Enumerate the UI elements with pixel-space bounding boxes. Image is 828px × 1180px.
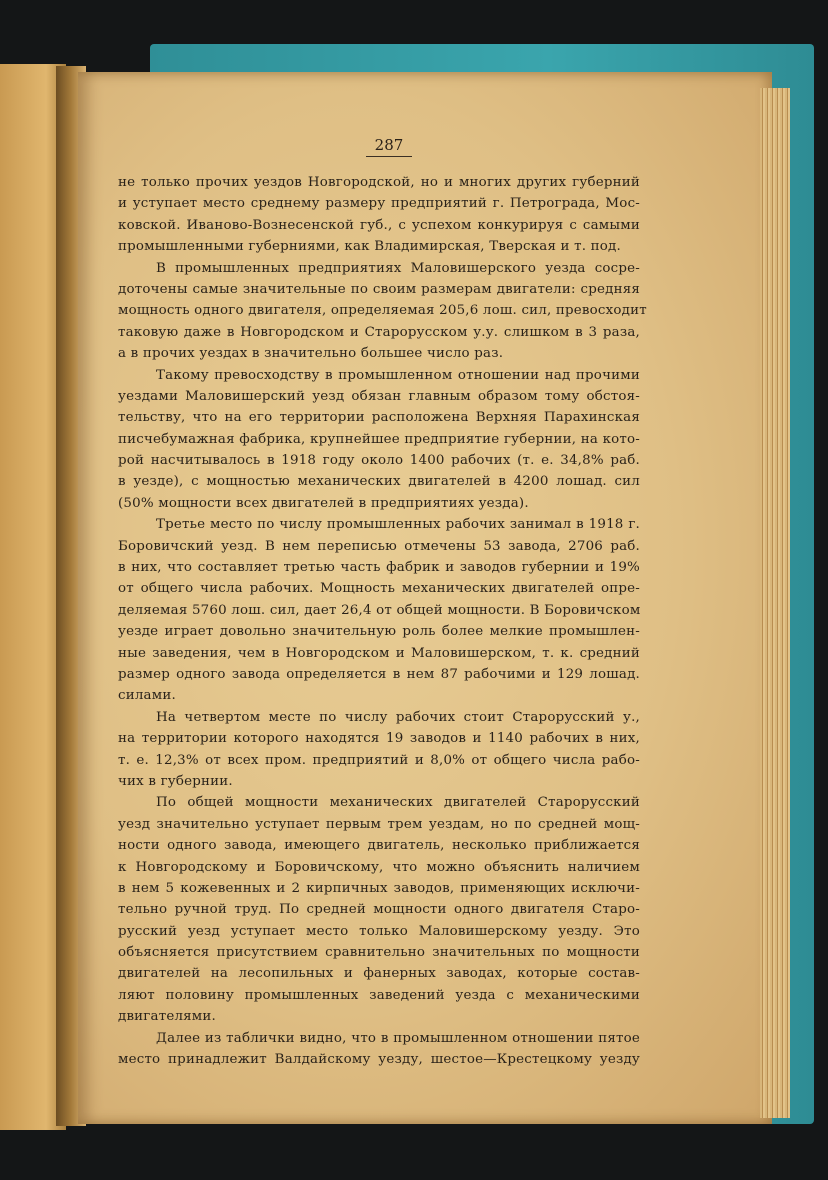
text-line: (50% мощности всех двигателей в предприятиях уезда). bbox=[118, 495, 529, 511]
text-line: чих в губернии. bbox=[118, 773, 233, 789]
text-line: уезде играет довольно значительную роль более мелкие промышлен- bbox=[118, 624, 640, 640]
text-line: ковской. Иваново-Вознесенской губ., с успехом конкурируя с самыми bbox=[118, 217, 640, 233]
text-line: писчебумажная фабрика, крупнейшее предприятие губернии, на кото- bbox=[118, 431, 640, 447]
text-line: т. е. 12,3% от всех пром. предприятий и 8,0% от общего числа рабо- bbox=[118, 752, 640, 768]
text-line: в нем 5 кожевенных и 2 кирпичных заводов, применяющих исключи- bbox=[118, 880, 640, 896]
text-line: Боровичский уезд. В нем переписью отмечены 53 завода, 2706 раб. bbox=[118, 538, 640, 554]
text-line: на территории которого находятся 19 заводов и 1140 рабочих в них, bbox=[118, 731, 640, 747]
text-line: тельству, что на его территории расположена Верхняя Парахинская bbox=[118, 410, 640, 426]
text-line: Третье место по числу промышленных рабочих занимал в 1918 г. bbox=[156, 517, 640, 533]
text-line: двигателей на лесопильных и фанерных заводах, которые состав- bbox=[118, 966, 640, 982]
text-line: доточены самые значительные по своим размерам двигатели: средняя bbox=[118, 281, 640, 297]
text-line: от общего числа рабочих. Мощность механических двигателей опре- bbox=[118, 581, 640, 597]
text-line: таковую даже в Новгородском и Старорусском у.у. слишком в 3 раза, bbox=[118, 324, 640, 340]
text-line: Далее из таблички видно, что в промышленном отношении пятое bbox=[156, 1030, 640, 1046]
page-body-text bbox=[118, 172, 647, 1070]
text-line: уезд значительно уступает первым трем уездам, но по средней мощ- bbox=[118, 816, 640, 832]
text-line: и уступает место среднему размеру предприятий г. Петрограда, Мос- bbox=[118, 196, 640, 212]
text-line: русский уезд уступает место только Маловишерскому уезду. Это bbox=[118, 923, 640, 939]
text-line: На четвертом месте по числу рабочих стоит Старорусский у., bbox=[156, 709, 640, 725]
text-line: деляемая 5760 лош. сил, дает 26,4 от общей мощности. В Боровичском bbox=[118, 602, 641, 618]
page-stack-edges bbox=[760, 88, 790, 1118]
text-line: промышленными губерниями, как Владимирская, Тверская и т. под. bbox=[118, 239, 621, 255]
text-line: В промышленных предприятиях Маловишерского уезда сосре- bbox=[156, 260, 640, 276]
text-line: Такому превосходству в промышленном отношении над прочими bbox=[156, 367, 640, 383]
text-line: тельно ручной труд. По средней мощности одного двигателя Старо- bbox=[118, 902, 640, 918]
text-line: силами. bbox=[118, 688, 176, 704]
text-line: ляют половину промышленных заведений уезда с механическими bbox=[118, 987, 640, 1003]
text-line: двигателями. bbox=[118, 1009, 216, 1025]
text-line: место принадлежит Валдайскому уезду, шестое—Крестецкому уезду bbox=[118, 1052, 640, 1068]
text-line: мощность одного двигателя, определяемая 205,6 лош. сил, превосходит bbox=[118, 303, 647, 319]
text-line: а в прочих уездах в значительно большее число раз. bbox=[118, 346, 504, 362]
text-line: ности одного завода, имеющего двигатель, несколько приближается bbox=[118, 838, 640, 854]
text-line: ные заведения, чем в Новгородском и Маловишерском, т. к. средний bbox=[118, 645, 640, 661]
page-number: 287 bbox=[374, 136, 404, 154]
text-line: По общей мощности механических двигателей Старорусский bbox=[156, 795, 640, 811]
text-line: не только прочих уездов Новгородской, но и многих других губерний bbox=[118, 175, 640, 190]
text-line: в них, что составляет третью часть фабрик и заводов губернии и 19% bbox=[118, 560, 640, 576]
text-line: размер одного завода определяется в нем 87 рабочими и 129 лошад. bbox=[118, 666, 640, 682]
text-line: в уезде), с мощностью механических двигателей в 4200 лошад. сил bbox=[118, 474, 640, 490]
text-line: рой насчитывалось в 1918 году около 1400 рабочих (т. е. 34,8% раб. bbox=[118, 453, 640, 469]
page-number-rule bbox=[366, 156, 412, 157]
text-line: к Новгородскому и Боровичскому, что можно объяснить наличием bbox=[118, 859, 640, 875]
text-line: уездами Маловишерский уезд обязан главным образом тому обстоя- bbox=[118, 388, 640, 404]
text-line: объясняется присутствием сравнительно значительных по мощности bbox=[118, 945, 640, 961]
